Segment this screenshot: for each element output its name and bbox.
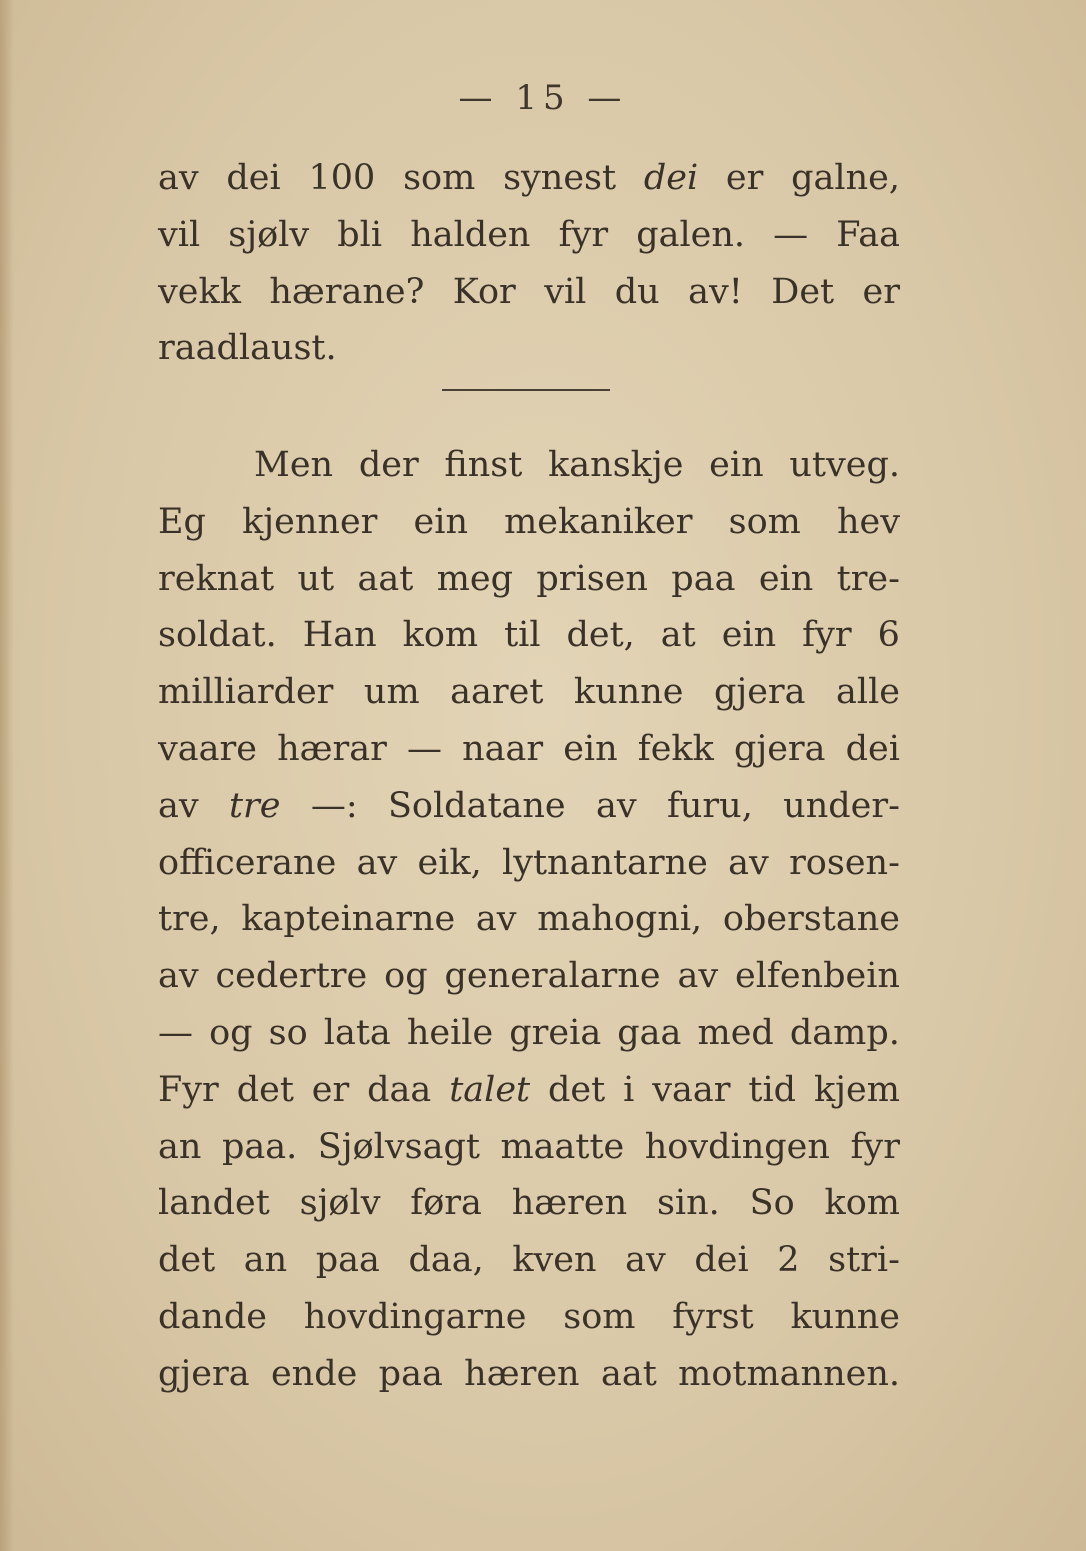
word: kom xyxy=(402,615,479,656)
word: Fyr xyxy=(158,1069,219,1110)
word: hæren xyxy=(511,1183,628,1224)
text-line xyxy=(158,1062,900,1119)
word: der xyxy=(358,445,419,485)
word: galen. xyxy=(636,214,746,255)
text-line xyxy=(158,150,900,207)
word: daa xyxy=(367,1069,432,1110)
word: talet xyxy=(449,1069,531,1110)
text-line xyxy=(158,721,900,778)
text-line xyxy=(158,607,900,664)
word: milliarder xyxy=(158,672,334,713)
text-line xyxy=(158,207,900,264)
word: generalarne xyxy=(444,956,661,997)
word: paa. xyxy=(221,1126,298,1167)
word: kjem xyxy=(813,1069,900,1110)
word: fyr xyxy=(850,1126,900,1167)
word: vil xyxy=(158,214,201,255)
word: kjenner xyxy=(242,501,378,542)
word: um xyxy=(363,672,420,713)
word: — xyxy=(773,214,809,255)
word: 2 xyxy=(777,1240,800,1281)
word: mahogni, xyxy=(537,899,703,940)
page-number: — 15 — xyxy=(458,78,628,118)
text-line xyxy=(158,1005,900,1062)
word: paa xyxy=(378,1353,443,1394)
word: det xyxy=(236,1069,294,1110)
paragraph-2 xyxy=(158,437,900,1403)
word: stri- xyxy=(828,1240,900,1281)
word: greia xyxy=(509,1012,602,1053)
word: an xyxy=(243,1240,288,1281)
word: synest xyxy=(503,158,617,198)
word: 100 xyxy=(308,158,376,198)
word: sjølv xyxy=(228,214,310,255)
word: ende xyxy=(270,1353,358,1394)
word: so xyxy=(268,1012,308,1053)
word: føra xyxy=(410,1183,482,1224)
word: som xyxy=(403,158,476,198)
word: du xyxy=(614,271,660,312)
word: dande xyxy=(158,1296,267,1337)
text-line xyxy=(158,778,900,835)
word: fyr xyxy=(558,214,609,255)
word: tre xyxy=(228,785,281,826)
word: av xyxy=(475,899,517,940)
word: ein xyxy=(413,501,468,542)
word: gaa xyxy=(617,1012,682,1053)
word: er xyxy=(862,271,900,312)
word: sin. xyxy=(656,1183,720,1224)
word: kunne xyxy=(573,672,684,713)
word: rosen- xyxy=(789,842,900,883)
word: av xyxy=(728,842,769,883)
word: meg xyxy=(436,558,513,599)
text-line xyxy=(158,664,900,721)
word: utveg. xyxy=(789,445,900,485)
word: an xyxy=(158,1126,202,1167)
word: er xyxy=(725,158,764,198)
word: galne, xyxy=(791,158,900,198)
word: av xyxy=(158,956,199,997)
word: som xyxy=(728,501,801,542)
word: Soldatane xyxy=(387,785,566,826)
word: daa, xyxy=(408,1240,484,1281)
word: er xyxy=(311,1069,350,1110)
text-line xyxy=(158,1232,900,1289)
word: det xyxy=(548,1069,606,1110)
word: ein xyxy=(721,615,777,656)
word: dei xyxy=(845,728,900,769)
word: som xyxy=(563,1296,636,1337)
word: Det xyxy=(771,271,835,312)
word: aat xyxy=(600,1353,657,1394)
word: Han xyxy=(302,615,377,656)
word: i xyxy=(623,1069,635,1110)
word: finst xyxy=(444,445,523,485)
word: vekk xyxy=(158,271,241,312)
text-line xyxy=(158,1119,900,1176)
word: naar xyxy=(462,728,544,769)
word: gjera xyxy=(158,1353,250,1394)
text-line xyxy=(158,320,900,377)
word: det xyxy=(158,1240,216,1281)
text-line xyxy=(158,551,900,608)
word: bli xyxy=(337,214,383,255)
word: motmannen. xyxy=(678,1353,900,1394)
word: Sjølvsagt xyxy=(317,1126,480,1167)
word: av xyxy=(677,956,719,997)
word: aat xyxy=(357,558,414,599)
word: cedertre xyxy=(215,956,368,997)
word: hærar xyxy=(277,728,387,769)
text-line xyxy=(158,264,900,321)
word: kapteinarne xyxy=(241,899,456,940)
word: lytnantarne xyxy=(502,842,708,883)
word: maatte xyxy=(500,1126,625,1167)
word: kven xyxy=(512,1240,597,1281)
word: kunne xyxy=(790,1296,900,1337)
word: av xyxy=(158,158,199,198)
word: fekk xyxy=(637,728,714,769)
word: hæren xyxy=(464,1353,580,1394)
word: av xyxy=(158,785,199,826)
word: hovdingen xyxy=(644,1126,830,1167)
word: med xyxy=(697,1012,774,1053)
word: sjølv xyxy=(299,1183,381,1224)
word: furu, xyxy=(666,785,753,826)
word: hovdingarne xyxy=(303,1296,527,1337)
word: av xyxy=(356,842,398,883)
word: av xyxy=(595,785,637,826)
word: til xyxy=(504,615,541,656)
word: hærane? xyxy=(269,271,425,312)
word: at xyxy=(660,615,696,656)
word: reknat xyxy=(158,558,275,599)
word: ein xyxy=(709,445,764,485)
word: halden xyxy=(410,214,531,255)
text-line xyxy=(158,1175,900,1232)
word: landet xyxy=(158,1183,270,1224)
text-line xyxy=(158,1346,900,1403)
word: fyr xyxy=(802,615,852,656)
word: So xyxy=(749,1183,795,1224)
word: hev xyxy=(836,501,900,542)
word: tre- xyxy=(836,558,900,599)
word: kom xyxy=(824,1183,900,1224)
word: og xyxy=(209,1012,253,1053)
word: Eg xyxy=(158,501,206,542)
word: og xyxy=(384,956,428,997)
word: raadlaust. xyxy=(158,328,337,369)
word: gjera xyxy=(733,728,826,769)
word: Faa xyxy=(836,214,900,255)
word: vaare xyxy=(158,728,257,769)
word: Kor xyxy=(452,271,516,312)
word: —: xyxy=(310,785,358,826)
word: under- xyxy=(783,785,900,826)
word: elfenbein xyxy=(735,956,900,997)
word: heile xyxy=(406,1012,494,1053)
section-divider xyxy=(442,389,610,391)
word: soldat. xyxy=(158,615,277,656)
text-line xyxy=(158,494,900,551)
word: ut xyxy=(297,558,335,599)
word: aaret xyxy=(450,672,544,713)
word: Men xyxy=(254,445,334,485)
word: — xyxy=(406,728,442,769)
word: oberstane xyxy=(722,899,900,940)
word: paa xyxy=(671,558,736,599)
word: damp. xyxy=(789,1012,900,1053)
word: det, xyxy=(566,615,635,656)
paragraph-1 xyxy=(158,150,900,377)
word: dei xyxy=(643,158,699,198)
word: av xyxy=(625,1240,666,1281)
word: dei xyxy=(694,1240,749,1281)
word: fyrst xyxy=(672,1296,754,1337)
word: ein xyxy=(563,728,618,769)
word: tid xyxy=(748,1069,797,1110)
word: vaar xyxy=(652,1069,731,1110)
word: prisen xyxy=(536,558,648,599)
word: dei xyxy=(226,158,281,198)
word: ein xyxy=(758,558,814,599)
text-line xyxy=(158,891,900,948)
word: mekaniker xyxy=(504,501,693,542)
text-line xyxy=(158,437,900,494)
word: kanskje xyxy=(548,445,684,485)
text-line xyxy=(158,1289,900,1346)
word: tre, xyxy=(158,899,221,940)
word: alle xyxy=(836,672,900,713)
word: lata xyxy=(323,1012,391,1053)
word: vil xyxy=(544,271,587,312)
word: eik, xyxy=(417,842,482,883)
word: officerane xyxy=(158,842,337,883)
word: 6 xyxy=(877,615,900,656)
word: gjera xyxy=(713,672,806,713)
text-line xyxy=(158,835,900,892)
word: paa xyxy=(315,1240,380,1281)
text-line xyxy=(158,948,900,1005)
word: av! xyxy=(688,271,743,312)
word: — xyxy=(158,1012,193,1053)
